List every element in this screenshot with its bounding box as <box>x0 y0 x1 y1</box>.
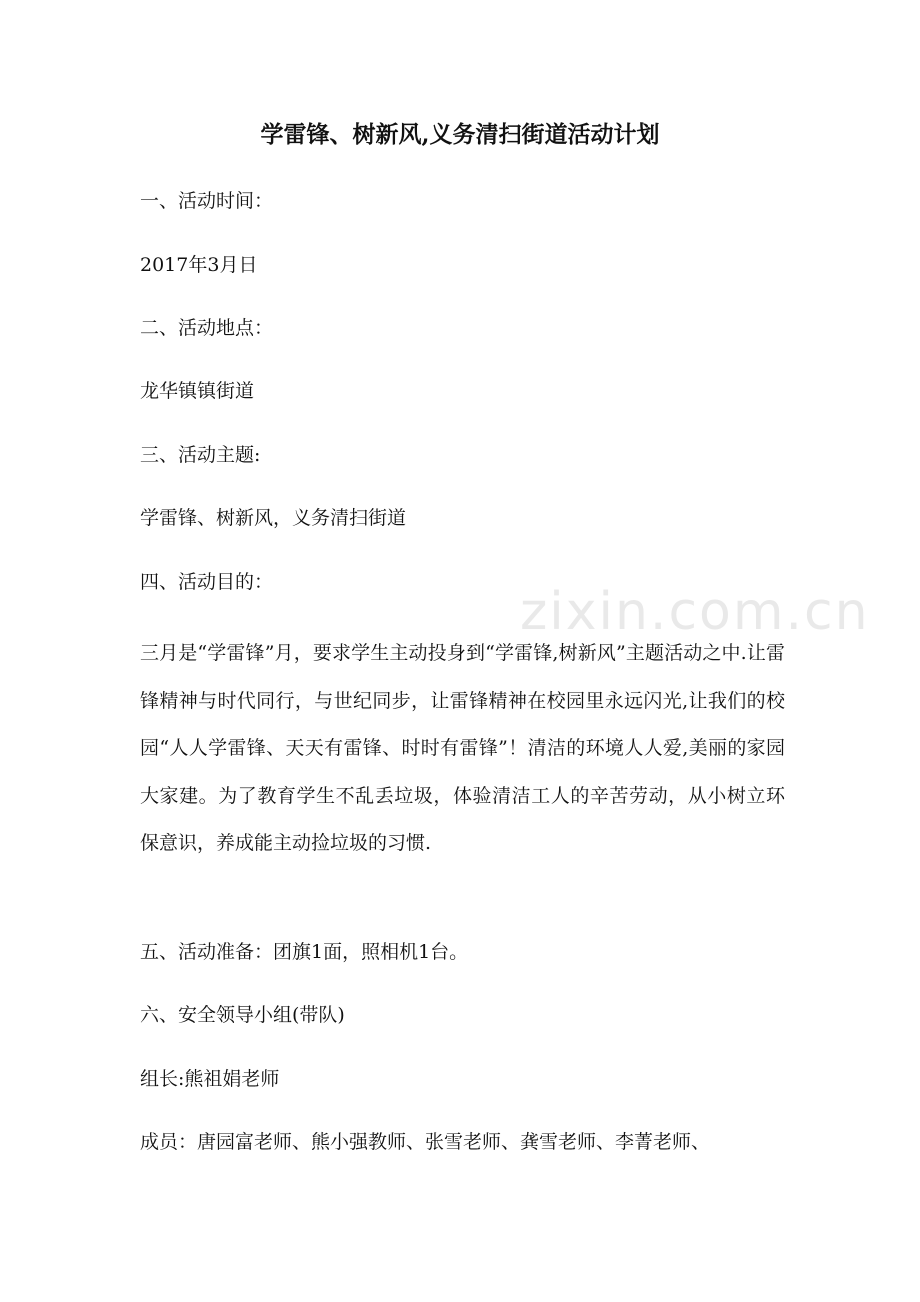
document-title: 学雷锋、树新风,义务清扫街道活动计划 <box>260 121 660 148</box>
place-value: 龙华镇镇街道 <box>140 380 255 402</box>
watermark: zixin.com.cn <box>520 582 870 642</box>
time-heading: 一、活动时间： <box>140 190 274 212</box>
leader-line: 组长:熊祖娟老师 <box>140 1068 280 1090</box>
theme-heading: 三、活动主题: <box>140 444 261 466</box>
preparation-line: 五、活动准备：团旗1面，照相机1台。 <box>140 941 469 963</box>
purpose-paragraph: 三月是“学雷锋”月，要求学生主动投身到“学雷锋,树新风”主题活动之中.让雷锋精神与时代同行，与世纪同步，让雷锋精神在校园里永远闪光,让我们的校园“人人学雷锋、天天有雷锋、时时有雷锋”！清洁的环境人人爱,美丽的家园大家建。为了教育学生不乱丢垃圾，体验清洁工人的辛苦劳动，从小树立环保意识，养成能主动捡垃圾的习惯. <box>140 642 785 854</box>
safety-heading: 六、安全领导小组(带队) <box>140 1004 345 1026</box>
place-heading: 二、活动地点： <box>140 317 274 339</box>
time-value: 2017年3月日 <box>140 254 258 276</box>
members-line: 成员：唐园富老师、熊小强教师、张雪老师、龚雪老师、李菁老师、 <box>140 1131 711 1153</box>
theme-value: 学雷锋、树新风，义务清扫街道 <box>140 507 407 529</box>
purpose-heading: 四、活动目的： <box>140 571 274 593</box>
